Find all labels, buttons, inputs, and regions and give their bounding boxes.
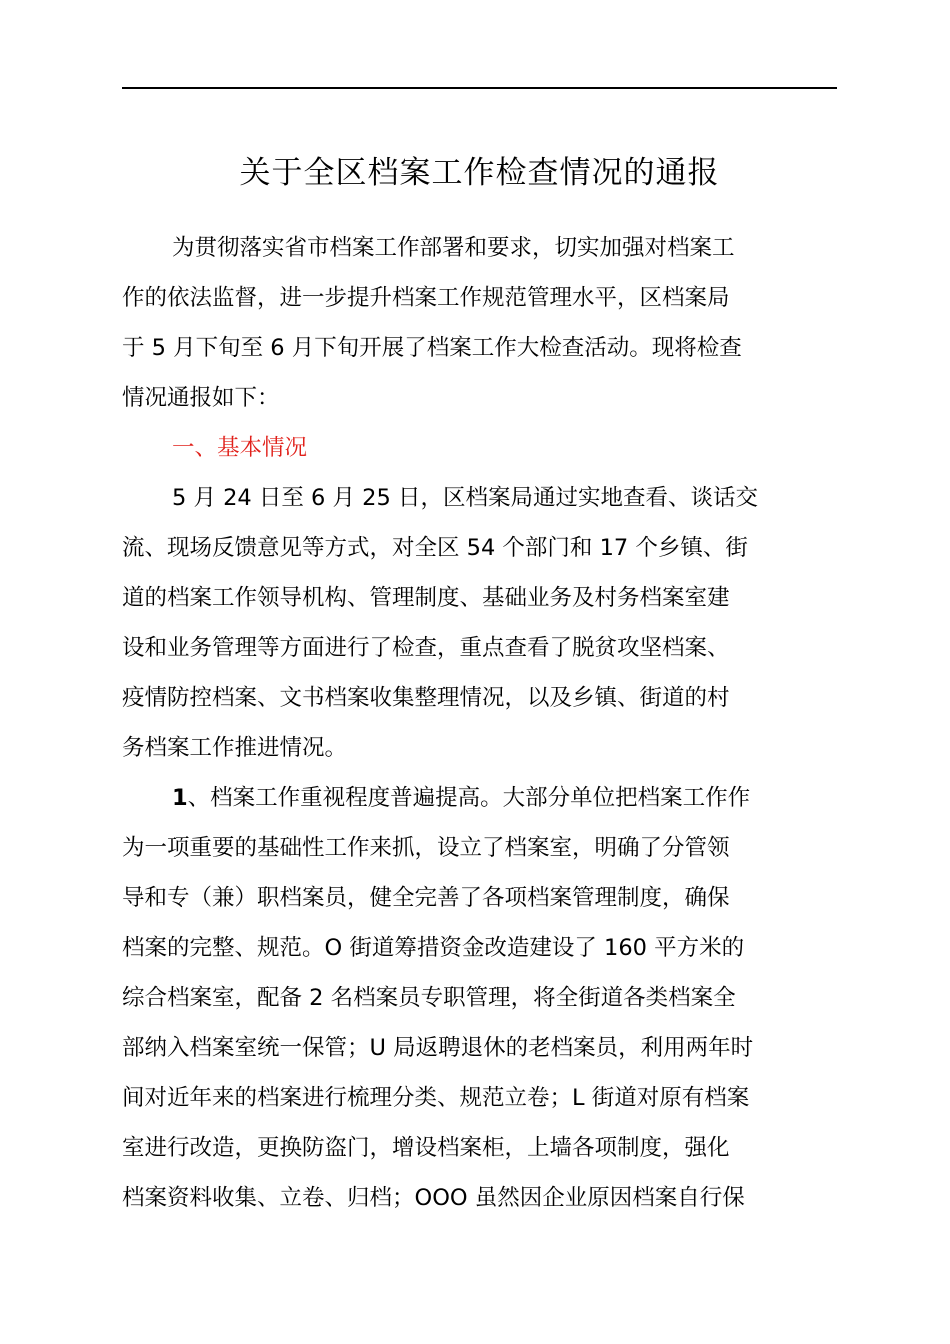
paragraph-line: 作的依法监督，进一步提升档案工作规范管理水平，区档案局	[122, 285, 730, 311]
item-number: 1	[172, 785, 188, 811]
item-text: 、档案工作重视程度普遍提高。大部分单位把档案工作作	[187, 785, 751, 811]
paragraph-line: 间对近年来的档案进行梳理分类、规范立卷；L 街道对原有档案	[122, 1085, 750, 1111]
section-heading: 一、基本情况	[172, 435, 308, 461]
header-rule	[122, 87, 837, 89]
document-title: 关于全区档案工作检查情况的通报	[239, 155, 720, 191]
paragraph-line: 导和专（兼）职档案员，健全完善了各项档案管理制度，确保	[122, 885, 730, 911]
paragraph-line: 务档案工作推进情况。	[122, 735, 348, 761]
paragraph-line: 档案资料收集、立卷、归档；OOO 虽然因企业原因档案自行保	[122, 1185, 745, 1211]
paragraph-line: 部纳入档案室统一保管；U 局返聘退休的老档案员，利用两年时	[122, 1035, 754, 1061]
paragraph-line: 为贯彻落实省市档案工作部署和要求，切实加强对档案工	[172, 235, 735, 261]
paragraph-line: 为一项重要的基础性工作来抓，设立了档案室，明确了分管领	[122, 835, 730, 861]
paragraph-line: 档案的完整、规范。O 街道筹措资金改造建设了 160 平方米的	[122, 935, 745, 961]
paragraph-line: 室进行改造，更换防盗门，增设档案柜，上墙各项制度，强化	[122, 1135, 730, 1161]
paragraph-line: 5 月 24 日至 6 月 25 日，区档案局通过实地查看、谈话交	[172, 485, 758, 511]
paragraph-line: 道的档案工作领导机构、管理制度、基础业务及村务档案室建	[122, 585, 730, 611]
paragraph-line: 情况通报如下：	[122, 385, 280, 411]
paragraph-line: 综合档案室，配备 2 名档案员专职管理，将全街道各类档案全	[122, 985, 736, 1011]
paragraph-line	[172, 773, 932, 823]
paragraph-line: 疫情防控档案、文书档案收集整理情况，以及乡镇、街道的村	[122, 685, 730, 711]
paragraph-line: 设和业务管理等方面进行了检查，重点查看了脱贫攻坚档案、	[122, 635, 730, 661]
paragraph-line: 于 5 月下旬至 6 月下旬开展了档案工作大检查活动。现将检查	[122, 335, 742, 361]
paragraph-line: 流、现场反馈意见等方式，对全区 54 个部门和 17 个乡镇、街	[122, 535, 748, 561]
